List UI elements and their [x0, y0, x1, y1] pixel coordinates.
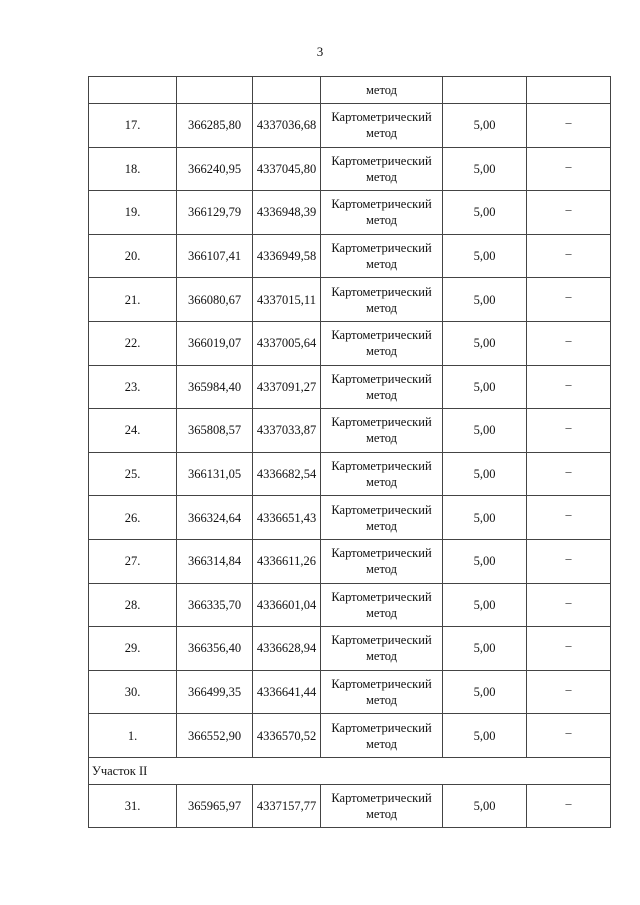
cell-note	[527, 321, 611, 365]
cell-note	[527, 191, 611, 235]
cell-y	[253, 77, 321, 104]
method-line-2: метод	[365, 475, 397, 490]
method-line-2: метод	[365, 387, 397, 402]
cell-num: 19.	[89, 191, 177, 235]
cell-num: 29.	[89, 627, 177, 671]
table-row	[89, 365, 611, 409]
note-dash: –	[565, 594, 572, 609]
table-row	[89, 321, 611, 365]
cell-accuracy: 5,00	[443, 539, 527, 583]
cell-num: 21.	[89, 278, 177, 322]
table-row	[89, 714, 611, 758]
table-row	[89, 452, 611, 496]
table-row	[89, 278, 611, 322]
cell-method	[321, 191, 443, 235]
cell-x: 365965,97	[177, 784, 253, 827]
cell-num: 31.	[89, 784, 177, 827]
method-line-2: метод	[365, 518, 397, 533]
cell-note	[527, 627, 611, 671]
cell-method	[321, 104, 443, 148]
note-dash: –	[565, 795, 572, 810]
method-line-2: метод	[365, 693, 397, 708]
cell-note	[527, 104, 611, 148]
cell-accuracy: 5,00	[443, 234, 527, 278]
cell-x: 366019,07	[177, 321, 253, 365]
method-line-1: Картометрический	[331, 328, 432, 343]
note-dash: –	[565, 725, 572, 740]
cell-x: 366335,70	[177, 583, 253, 627]
method-line-2: метод	[365, 649, 397, 664]
table-row	[89, 234, 611, 278]
cell-x: 366080,67	[177, 278, 253, 322]
cell-x: 366240,95	[177, 147, 253, 191]
cell-method	[321, 496, 443, 540]
note-dash: –	[565, 507, 572, 522]
cell-num: 25.	[89, 452, 177, 496]
cell-method	[321, 234, 443, 278]
cell-num: 1.	[89, 714, 177, 758]
method-line-1: Картометрический	[331, 502, 432, 517]
cell-method	[321, 784, 443, 827]
cell-accuracy: 5,00	[443, 627, 527, 671]
cell-method	[321, 452, 443, 496]
cell-y: 4336628,94	[253, 627, 321, 671]
method-line-2: метод	[365, 257, 397, 272]
table-row	[89, 147, 611, 191]
cell-y: 4337036,68	[253, 104, 321, 148]
cell-x: 366107,41	[177, 234, 253, 278]
note-dash: –	[565, 420, 572, 435]
table-row	[89, 104, 611, 148]
cell-accuracy: 5,00	[443, 278, 527, 322]
section-row	[89, 757, 611, 784]
table-row	[89, 627, 611, 671]
cell-x: 366552,90	[177, 714, 253, 758]
cell-x	[177, 77, 253, 104]
cell-num	[89, 77, 177, 104]
cell-x: 366356,40	[177, 627, 253, 671]
note-dash: –	[565, 115, 572, 129]
cell-y: 4337091,27	[253, 365, 321, 409]
cell-num: 27.	[89, 539, 177, 583]
table-row	[89, 539, 611, 583]
cell-note	[527, 784, 611, 827]
cell-note	[527, 539, 611, 583]
cell-note	[527, 496, 611, 540]
table-row	[89, 191, 611, 235]
method-line-2: метод	[365, 605, 397, 620]
cell-note	[527, 670, 611, 714]
note-dash: –	[565, 463, 572, 478]
method-line-1: Картометрический	[331, 633, 432, 648]
cell-accuracy: 5,00	[443, 365, 527, 409]
cell-y: 4336651,43	[253, 496, 321, 540]
method-line-1: Картометрический	[331, 589, 432, 604]
note-dash: –	[565, 332, 572, 347]
cell-method: метод	[321, 77, 443, 104]
cell-accuracy: 5,00	[443, 784, 527, 827]
cell-x: 366499,35	[177, 670, 253, 714]
method-line-2: метод	[365, 213, 397, 228]
cell-accuracy: 5,00	[443, 496, 527, 540]
cell-accuracy: 5,00	[443, 583, 527, 627]
method-line-2: метод	[365, 169, 397, 184]
method-line-2: метод	[365, 300, 397, 315]
cell-x: 366285,80	[177, 104, 253, 148]
cell-x: 365984,40	[177, 365, 253, 409]
cell-y: 4337005,64	[253, 321, 321, 365]
note-dash: –	[565, 681, 572, 696]
cell-method	[321, 147, 443, 191]
cell-note	[527, 278, 611, 322]
cell-method	[321, 278, 443, 322]
method-line-1: Картометрический	[331, 459, 432, 474]
cell-accuracy: 5,00	[443, 147, 527, 191]
method-line-1: Картометрический	[331, 415, 432, 430]
method-line-1: Картометрический	[331, 110, 432, 125]
cell-num: 18.	[89, 147, 177, 191]
cell-x: 365808,57	[177, 409, 253, 453]
method-line-1: Картометрический	[331, 720, 432, 735]
note-dash: –	[565, 289, 572, 304]
cell-note	[527, 147, 611, 191]
cell-note	[527, 714, 611, 758]
cell-note	[527, 234, 611, 278]
cell-y: 4336949,58	[253, 234, 321, 278]
table-row	[89, 670, 611, 714]
cell-accuracy: 5,00	[443, 409, 527, 453]
cell-method	[321, 539, 443, 583]
cell-y: 4337033,87	[253, 409, 321, 453]
cell-note	[527, 77, 611, 104]
cell-method	[321, 627, 443, 671]
cell-y: 4336682,54	[253, 452, 321, 496]
cell-accuracy	[443, 77, 527, 104]
cell-accuracy: 5,00	[443, 104, 527, 148]
method-line-1: Картометрический	[331, 284, 432, 299]
cell-accuracy: 5,00	[443, 191, 527, 235]
cell-accuracy: 5,00	[443, 321, 527, 365]
note-dash: –	[565, 638, 572, 653]
note-dash: –	[565, 376, 572, 391]
table-row	[89, 409, 611, 453]
cell-y: 4336601,04	[253, 583, 321, 627]
method-line-2: метод	[365, 806, 397, 821]
table-row	[89, 496, 611, 540]
cell-method	[321, 321, 443, 365]
cell-num: 30.	[89, 670, 177, 714]
cell-note	[527, 452, 611, 496]
method-line-1: Картометрический	[331, 546, 432, 561]
method-line-2: метод	[365, 126, 397, 141]
cell-num: 26.	[89, 496, 177, 540]
method-line-1: Картометрический	[331, 197, 432, 212]
cell-method	[321, 409, 443, 453]
cell-method	[321, 583, 443, 627]
page-number: 3	[316, 44, 324, 59]
cell-accuracy: 5,00	[443, 714, 527, 758]
method-line-1: Картометрический	[331, 677, 432, 692]
cell-accuracy: 5,00	[443, 670, 527, 714]
method-line-2: метод	[365, 431, 397, 446]
table-row-continuation	[89, 77, 611, 104]
table-row	[89, 583, 611, 627]
cell-note	[527, 583, 611, 627]
cell-num: 22.	[89, 321, 177, 365]
method-line-2: метод	[365, 344, 397, 359]
note-dash: –	[565, 245, 572, 260]
cell-method	[321, 670, 443, 714]
note-dash: –	[565, 202, 572, 217]
table-row	[89, 784, 611, 827]
cell-method	[321, 714, 443, 758]
cell-num: 28.	[89, 583, 177, 627]
cell-x: 366324,64	[177, 496, 253, 540]
cell-y: 4337157,77	[253, 784, 321, 827]
cell-y: 4336611,26	[253, 539, 321, 583]
cell-num: 20.	[89, 234, 177, 278]
cell-y: 4337045,80	[253, 147, 321, 191]
cell-method	[321, 365, 443, 409]
cell-y: 4336948,39	[253, 191, 321, 235]
cell-x: 366129,79	[177, 191, 253, 235]
cell-note	[527, 409, 611, 453]
note-dash: –	[565, 158, 572, 173]
cell-y: 4336570,52	[253, 714, 321, 758]
cell-num: 24.	[89, 409, 177, 453]
coordinates-table	[88, 76, 611, 828]
section-label: Участок II	[89, 757, 611, 784]
cell-y: 4337015,11	[253, 278, 321, 322]
method-line-2: метод	[365, 562, 397, 577]
cell-x: 366131,05	[177, 452, 253, 496]
note-dash: –	[565, 550, 572, 565]
cell-x: 366314,84	[177, 539, 253, 583]
method-line-1: Картометрический	[331, 790, 432, 805]
cell-y: 4336641,44	[253, 670, 321, 714]
cell-accuracy: 5,00	[443, 452, 527, 496]
method-line-1: Картометрический	[331, 153, 432, 168]
cell-note	[527, 365, 611, 409]
cell-num: 17.	[89, 104, 177, 148]
method-line-1: Картометрический	[331, 371, 432, 386]
method-line-2: метод	[365, 736, 397, 751]
cell-num: 23.	[89, 365, 177, 409]
method-line-1: Картометрический	[331, 241, 432, 256]
